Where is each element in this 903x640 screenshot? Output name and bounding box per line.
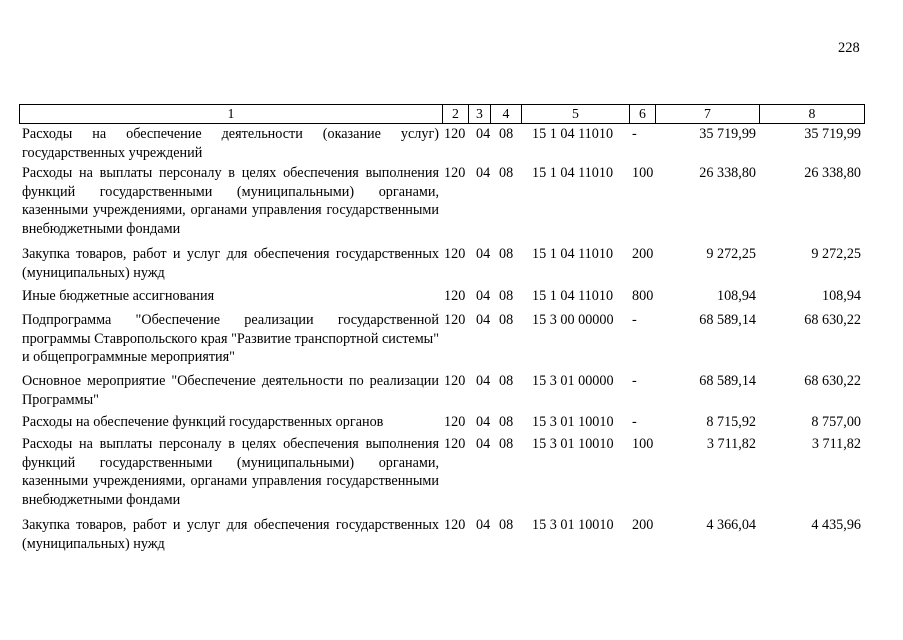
cell-section-code: 04 [476,517,491,533]
cell-expense-type: - [632,126,637,142]
cell-expense-type: 200 [632,517,654,533]
cell-target-article: 15 3 01 00000 [532,373,614,389]
cell-target-article: 15 1 04 11010 [532,126,614,142]
cell-sum-year-2: 26 338,80 [804,165,861,181]
cell-expense-type: - [632,373,637,389]
cell-section-code: 04 [476,165,491,181]
cell-section-code: 04 [476,288,491,304]
cell-section-code: 04 [476,246,491,262]
row-name: Расходы на выплаты персоналу в целях обеспечения выполнения функций государственными (муниципальными) органами, казенными учреждениями, органами управления государственными внебюджетными фондами [22,165,439,237]
cell-sum-year-2: 9 272,25 [811,246,861,262]
cell-subsection-code: 08 [499,436,514,452]
row-name: Подпрограмма "Обеспечение реализации государственной программы Ставропольского края "Развитие транспортной системы" и общепрограммные мероприятия" [22,312,439,365]
cell-ministry-code: 120 [444,246,466,262]
cell-target-article: 15 3 00 00000 [532,312,614,328]
cell-sum-year-1: 9 272,25 [706,246,756,262]
cell-ministry-code: 120 [444,414,466,430]
row-name: Закупка товаров, работ и услуг для обеспечения государственных (муниципальных) нужд [22,246,439,281]
cell-subsection-code: 08 [499,373,514,389]
cell-ministry-code: 120 [444,312,466,328]
cell-subsection-code: 08 [499,414,514,430]
cell-sum-year-1: 35 719,99 [699,126,756,142]
cell-target-article: 15 3 01 10010 [532,517,614,533]
cell-expense-type: - [632,414,637,430]
cell-target-article: 15 1 04 11010 [532,288,614,304]
cell-subsection-code: 08 [499,246,514,262]
cell-expense-type: 200 [632,246,654,262]
cell-expense-type: - [632,312,637,328]
cell-subsection-code: 08 [499,288,514,304]
row-name: Расходы на обеспечение функций государственных органов [22,414,384,430]
cell-subsection-code: 08 [499,517,514,533]
cell-section-code: 04 [476,126,491,142]
cell-target-article: 15 1 04 11010 [532,246,614,262]
cell-section-code: 04 [476,373,491,389]
cell-sum-year-2: 108,94 [821,288,861,304]
column-header: 7 [656,105,760,123]
column-header: 4 [491,105,522,123]
row-name: Основное мероприятие "Обеспечение деятельности по реализации Программы" [22,373,439,408]
table-header-row [19,104,865,124]
cell-ministry-code: 120 [444,126,466,142]
column-header: 1 [20,105,443,123]
cell-sum-year-1: 68 589,14 [699,312,756,328]
column-header: 8 [808,106,816,121]
row-name: Расходы на обеспечение деятельности (оказание услуг) государственных учреждений [22,126,439,161]
cell-sum-year-1: 8 715,92 [706,414,756,430]
cell-sum-year-1: 68 589,14 [699,373,756,389]
cell-sum-year-2: 68 630,22 [804,312,861,328]
cell-target-article: 15 3 01 10010 [532,436,614,452]
cell-sum-year-2: 35 719,99 [804,126,861,142]
row-name: Иные бюджетные ассигнования [22,288,215,304]
cell-section-code: 04 [476,436,491,452]
cell-expense-type: 800 [632,288,654,304]
cell-subsection-code: 08 [499,126,514,142]
cell-subsection-code: 08 [499,165,514,181]
column-header: 6 [630,105,656,123]
cell-expense-type: 100 [632,436,654,452]
cell-ministry-code: 120 [444,288,466,304]
cell-subsection-code: 08 [499,312,514,328]
column-header: 2 [443,105,469,123]
column-header: 5 [522,105,630,123]
cell-expense-type: 100 [632,165,654,181]
cell-sum-year-2: 8 757,00 [811,414,861,430]
page-number: 228 [838,40,860,56]
cell-ministry-code: 120 [444,373,466,389]
cell-sum-year-2: 3 711,82 [811,436,861,452]
cell-ministry-code: 120 [444,517,466,533]
cell-section-code: 04 [476,414,491,430]
cell-ministry-code: 120 [444,165,466,181]
column-header: 3 [469,105,491,123]
row-name: Расходы на выплаты персоналу в целях обеспечения выполнения функций государственными (муниципальными) органами, казенными учреждениями, органами управления государственными внебюджетными фондами [22,436,439,508]
cell-section-code: 04 [476,312,491,328]
cell-target-article: 15 1 04 11010 [532,165,614,181]
cell-target-article: 15 3 01 10010 [532,414,614,430]
cell-sum-year-1: 4 366,04 [706,517,756,533]
cell-sum-year-1: 26 338,80 [699,165,756,181]
cell-ministry-code: 120 [444,436,466,452]
row-name: Закупка товаров, работ и услуг для обеспечения государственных (муниципальных) нужд [22,517,439,552]
cell-sum-year-2: 68 630,22 [804,373,861,389]
cell-sum-year-1: 108,94 [716,288,756,304]
cell-sum-year-1: 3 711,82 [706,436,756,452]
cell-sum-year-2: 4 435,96 [811,517,861,533]
